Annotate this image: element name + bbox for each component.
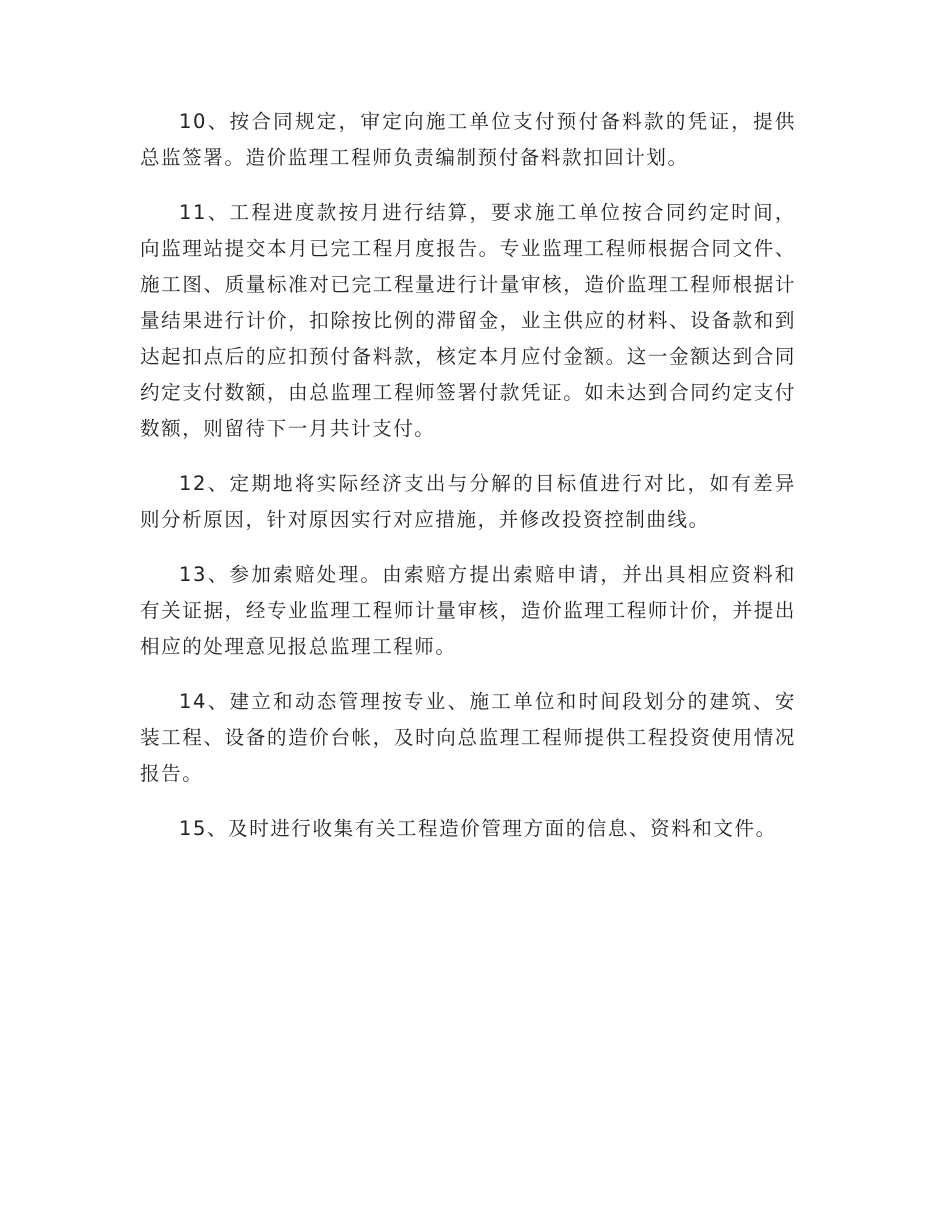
paragraph-13: 13、参加索赔处理。由索赔方提出索赔申请，并出具相应资料和有关证据，经专业监理工程师计量审核，造价监理工程师计价，并提出相应的处理意见报总监理工程师。 (140, 563, 796, 658)
paragraph-15: 15、及时进行收集有关工程造价管理方面的信息、资料和文件。 (179, 817, 777, 840)
paragraph-11: 11、工程进度款按月进行结算，要求施工单位按合同约定时间，向监理站提交本月已完工程月度报告。专业监理工程师根据合同文件、施工图、质量标准对已完工程量进行计量审核，造价监理工程师根据计量结果进行计价，扣除按比例的滞留金，业主供应的材料、设备款和到达起扣点后的应扣预付备料款，核定本月应付金额。这一金额达到合同约定支付数额，由总监理工程师签署付款凭证。如未达到合同约定支付数额，则留待下一月共计支付。 (140, 201, 796, 440)
paragraph-14: 14、建立和动态管理按专业、施工单位和时间段划分的建筑、安装工程、设备的造价台帐，及时向总监理工程师提供工程投资使用情况报告。 (140, 690, 796, 785)
paragraph-10: 10、按合同规定，审定向施工单位支付预付备料款的凭证，提供总监签署。造价监理工程师负责编制预付备料款扣回计划。 (140, 110, 796, 169)
document-page (140, 104, 796, 866)
paragraph-12: 12、定期地将实际经济支出与分解的目标值进行对比，如有差异则分析原因，针对原因实行对应措施，并修改投资控制曲线。 (140, 472, 796, 531)
